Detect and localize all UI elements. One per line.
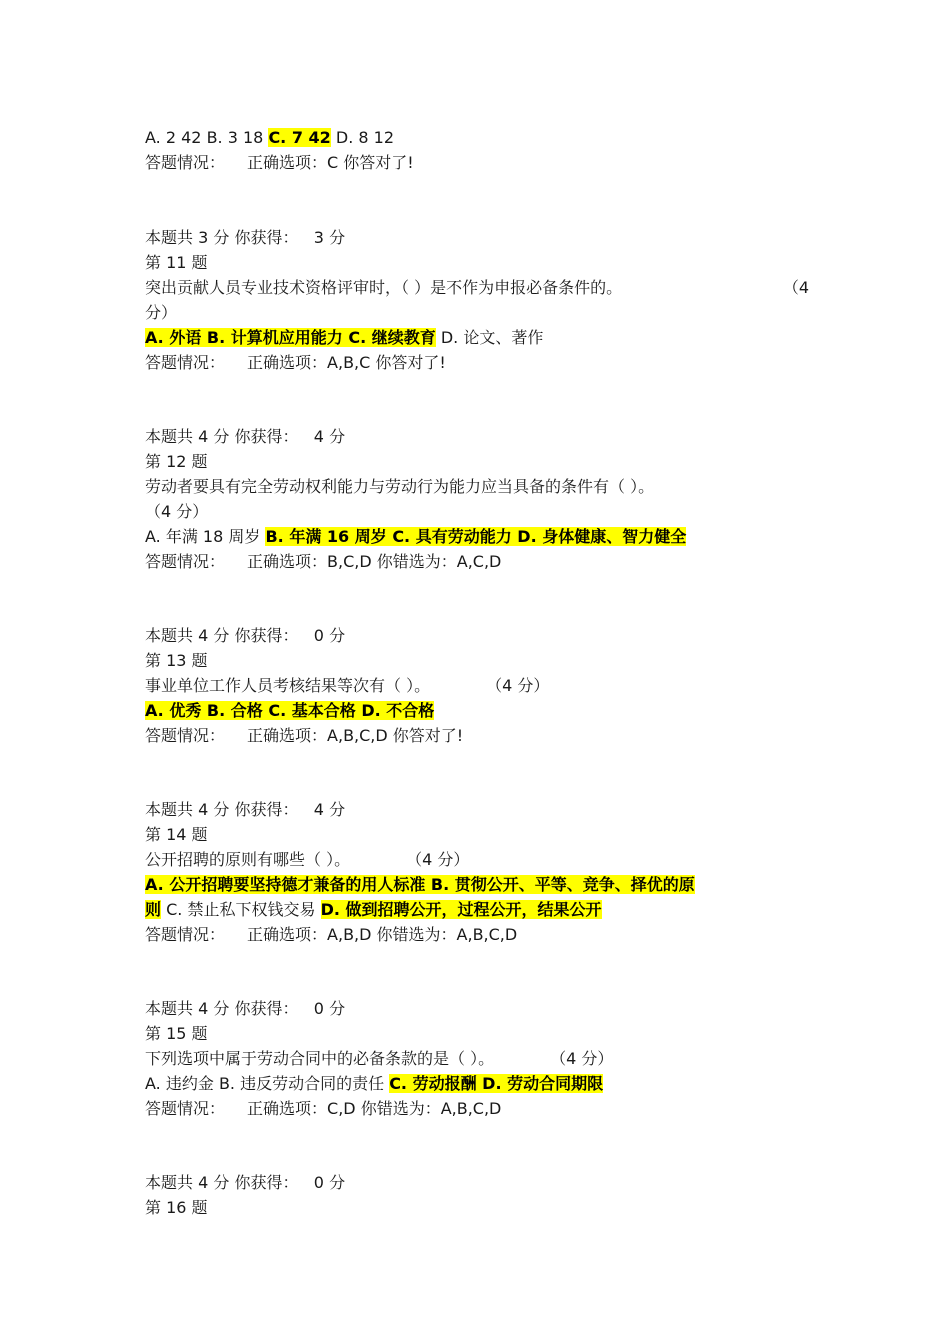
q13-option-d-selected: D. 不合格: [361, 701, 435, 720]
correct-label: 正确选项：: [247, 925, 328, 944]
q14-number: 第 14 题: [145, 825, 208, 844]
q14-stem-line: [145, 847, 815, 872]
unit-label: 分: [213, 1173, 230, 1192]
q12-option-d-selected: D. 身体健康、智力健全: [517, 527, 687, 546]
q10-got-points: 3: [313, 228, 324, 247]
q13-status-value: A,B,C,D 你答对了!: [327, 726, 464, 745]
unit-label: 分: [213, 800, 230, 819]
q11-total-points: 4: [198, 427, 209, 446]
correct-label: 正确选项：: [247, 1099, 328, 1118]
q12-option-a: A. 年满 18 周岁: [145, 527, 261, 546]
q15-stem: 下列选项中属于劳动合同中的必备条款的是（ ）。: [145, 1049, 495, 1068]
q15-option-c-selected: C. 劳动报酬: [389, 1074, 477, 1093]
q13-stem: 事业单位工作人员考核结果等次有（ ）。: [145, 676, 431, 695]
unit-label: 分: [329, 228, 346, 247]
q12-options: [145, 524, 815, 549]
q15-option-b: B. 违反劳动合同的责任: [218, 1074, 385, 1093]
status-label: 答题情况：: [145, 353, 226, 372]
correct-label: 正确选项：: [247, 153, 328, 172]
q14-status-value: A,B,D 你错选为：A,B,C,D: [327, 925, 518, 944]
q11-option-d: D. 论文、著作: [440, 328, 544, 347]
score-obtained-label: 你获得：: [234, 999, 299, 1018]
q11-options: [145, 325, 815, 350]
q11-status-value: A,B,C 你答对了!: [327, 353, 446, 372]
q11-option-a-selected: A. 外语: [145, 328, 202, 347]
q15-options: [145, 1071, 815, 1096]
q15-option-a: A. 违约金: [145, 1074, 214, 1093]
q10-option-c-selected: C. 7 42: [268, 128, 331, 147]
q13-total-points: 4: [198, 800, 209, 819]
q10-option-a: A. 2 42: [145, 128, 202, 147]
q13-got-points: 4: [313, 800, 324, 819]
unit-label: 分: [213, 427, 230, 446]
q13-options: [145, 698, 815, 723]
q12-status: [145, 549, 815, 574]
q10-option-b: B. 3 18: [206, 128, 264, 147]
q14-status: [145, 922, 815, 947]
q10-status-value: C 你答对了!: [327, 153, 414, 172]
q12-score: [145, 623, 815, 648]
q12-stem: 劳动者要具有完全劳动权利能力与劳动行为能力应当具备的条件有（ ）。: [145, 477, 655, 496]
q14-options-line2: [145, 897, 815, 922]
score-total-label: 本题共: [145, 999, 194, 1018]
score-total-label: 本题共: [145, 1173, 194, 1192]
unit-label: 分: [329, 999, 346, 1018]
q10-score: [145, 225, 815, 250]
score-obtained-label: 你获得：: [234, 228, 299, 247]
correct-label: 正确选项：: [247, 353, 328, 372]
score-total-label: 本题共: [145, 626, 194, 645]
q12-option-b-selected: B. 年满 16 周岁: [265, 527, 387, 546]
q10-total-points: 3: [198, 228, 209, 247]
score-obtained-label: 你获得：: [234, 800, 299, 819]
q15-score: [145, 1170, 815, 1195]
q15-got-points: 0: [313, 1173, 324, 1192]
score-obtained-label: 你获得：: [234, 427, 299, 446]
score-obtained-label: 你获得：: [234, 626, 299, 645]
q12-option-c-selected: C. 具有劳动能力: [392, 527, 512, 546]
status-label: 答题情况：: [145, 552, 226, 571]
status-label: 答题情况：: [145, 153, 226, 172]
status-label: 答题情况：: [145, 1099, 226, 1118]
q13-number: 第 13 题: [145, 651, 208, 670]
status-label: 答题情况：: [145, 726, 226, 745]
q13-option-c-selected: C. 基本合格: [268, 701, 356, 720]
q14-option-b-selected-cont: 则: [145, 900, 162, 919]
q16-number: 第 16 题: [145, 1198, 208, 1217]
score-total-label: 本题共: [145, 228, 194, 247]
q13-option-b-selected: B. 合格: [206, 701, 263, 720]
q11-number: 第 11 题: [145, 253, 208, 272]
q12-points: （4 分）: [145, 502, 209, 521]
q15-status-value: C,D 你错选为：A,B,C,D: [327, 1099, 502, 1118]
q14-option-a-selected: A. 公开招聘要坚持德才兼备的用人标准: [145, 875, 426, 894]
q10-option-d: D. 8 12: [335, 128, 395, 147]
q11-score: [145, 424, 815, 449]
unit-label: 分: [329, 427, 346, 446]
q15-total-points: 4: [198, 1173, 209, 1192]
q12-total-points: 4: [198, 626, 209, 645]
q13-stem-line: [145, 673, 815, 698]
q11-stem: 突出贡献人员专业技术资格评审时，（ ）是不作为申报必备条件的。: [145, 278, 623, 297]
q12-got-points: 0: [313, 626, 324, 645]
q12-number: 第 12 题: [145, 452, 208, 471]
q11-option-b-selected: B. 计算机应用能力: [206, 328, 343, 347]
q14-got-points: 0: [313, 999, 324, 1018]
q13-status: [145, 723, 815, 748]
q13-option-a-selected: A. 优秀: [145, 701, 202, 720]
q14-points: （4 分）: [406, 850, 470, 869]
q10-options: [145, 125, 815, 150]
q13-points: （4 分）: [486, 676, 550, 695]
unit-label: 分: [213, 999, 230, 1018]
q15-stem-line: [145, 1046, 815, 1071]
q10-status: [145, 150, 815, 175]
q14-stem: 公开招聘的原则有哪些（ ）。: [145, 850, 351, 869]
unit-label: 分: [329, 626, 346, 645]
correct-label: 正确选项：: [247, 726, 328, 745]
q11-stem-line: [145, 275, 815, 300]
q11-status: [145, 350, 815, 375]
q15-points: （4 分）: [550, 1049, 614, 1068]
correct-label: 正确选项：: [247, 552, 328, 571]
unit-label: 分: [329, 800, 346, 819]
unit-label: 分: [213, 228, 230, 247]
q11-points-cont: 分）: [145, 303, 178, 322]
q15-option-d-selected: D. 劳动合同期限: [482, 1074, 604, 1093]
unit-label: 分: [329, 1173, 346, 1192]
q12-status-value: B,C,D 你错选为：A,C,D: [327, 552, 502, 571]
q14-option-c: C. 禁止私下权钱交易: [166, 900, 316, 919]
q13-score: [145, 797, 815, 822]
status-label: 答题情况：: [145, 925, 226, 944]
q11-option-c-selected: C. 继续教育: [348, 328, 436, 347]
score-total-label: 本题共: [145, 427, 194, 446]
score-total-label: 本题共: [145, 800, 194, 819]
q14-option-d-selected: D. 做到招聘公开，过程公开，结果公开: [320, 900, 602, 919]
q11-got-points: 4: [313, 427, 324, 446]
q14-option-b-selected: B. 贯彻公开、平等、竞争、择优的原: [430, 875, 695, 894]
q14-score: [145, 996, 815, 1021]
unit-label: 分: [213, 626, 230, 645]
q15-number: 第 15 题: [145, 1024, 208, 1043]
score-obtained-label: 你获得：: [234, 1173, 299, 1192]
q14-options-line1: [145, 872, 815, 897]
q11-points: （4: [782, 278, 809, 297]
q14-total-points: 4: [198, 999, 209, 1018]
q15-status: [145, 1096, 815, 1121]
